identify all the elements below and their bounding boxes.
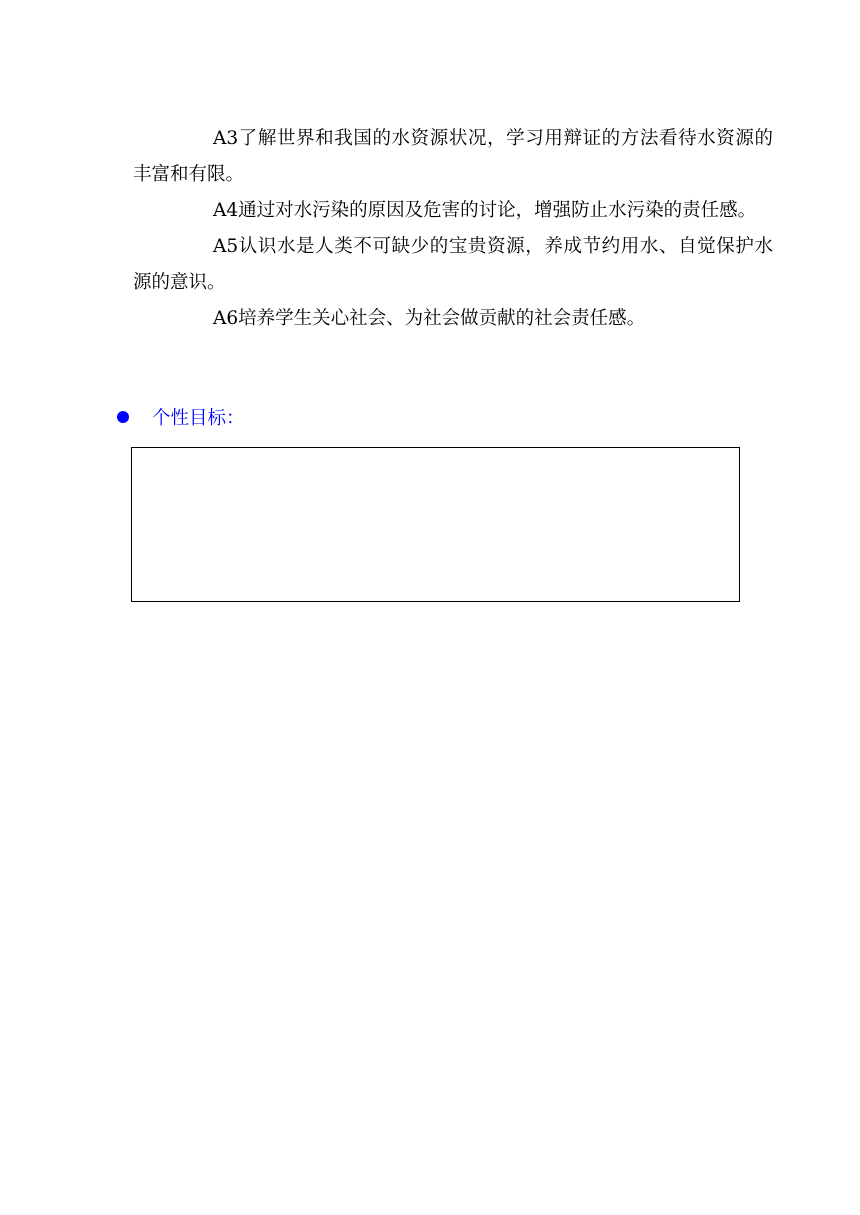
objective-code: A4 [213,200,239,221]
objective-a3 [133,121,773,193]
objective-text: 通过对水污染的原因及危害的讨论，增强防止水污染的责任感。 [238,200,757,221]
objective-code: A6 [213,308,239,329]
objective-text: 认识水是人类不可缺少的宝贵资源，养成节约用水、自觉保护水源的意识。 [133,236,773,293]
objectives-list [133,121,773,337]
personal-goal-heading [117,402,245,432]
personal-goal-label: 个性目标： [152,408,245,429]
objective-a6 [133,301,773,337]
objective-a4 [133,193,773,229]
objective-code: A5 [213,236,239,257]
bullet-icon [117,411,129,423]
personal-goal-box[interactable] [131,447,740,602]
objective-a5 [133,229,773,301]
objective-code: A3 [213,128,239,149]
objective-text: 了解世界和我国的水资源状况，学习用辩证的方法看待水资源的丰富和有限。 [133,128,773,185]
objective-text: 培养学生关心社会、为社会做贡献的社会责任感。 [238,308,646,329]
